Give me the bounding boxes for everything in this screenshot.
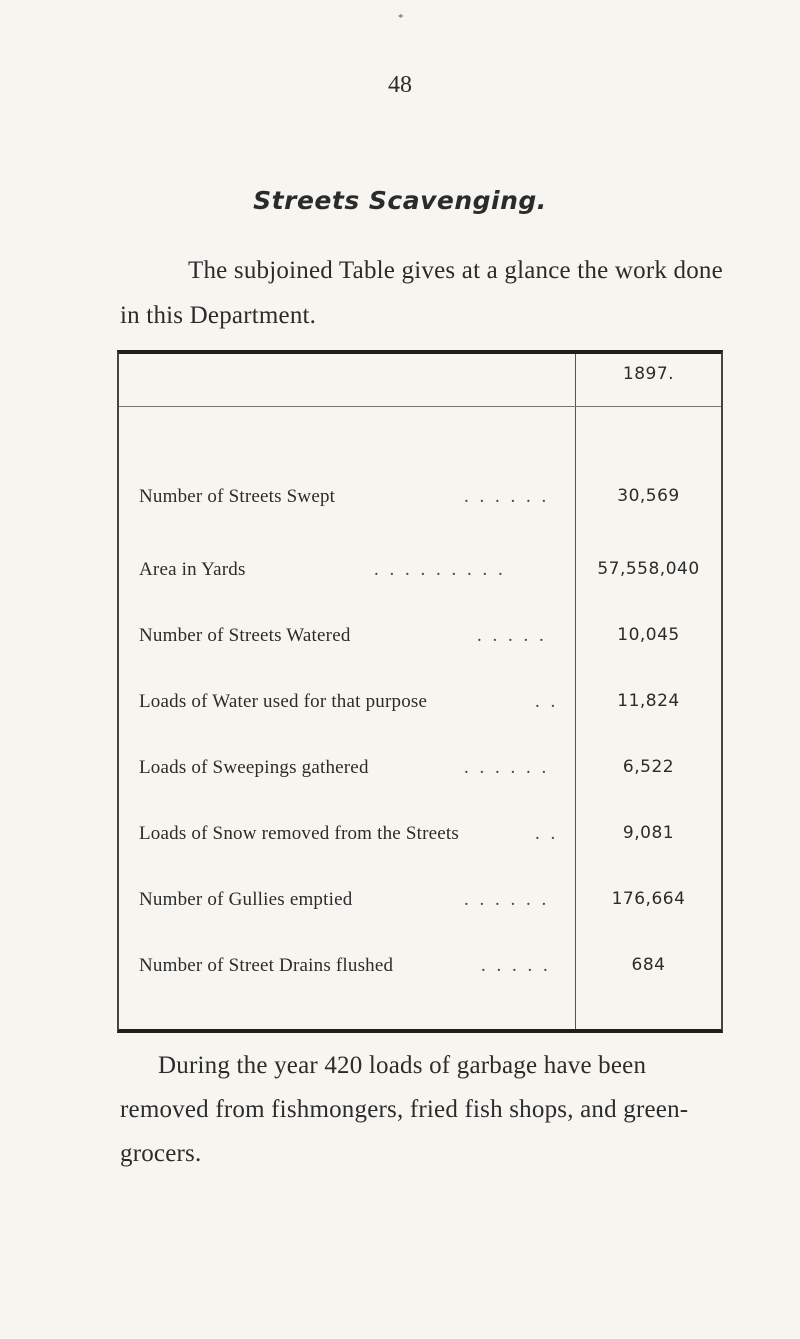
intro-paragraph: The subjoined Table gives at a glance the work done in this Department. <box>120 257 723 329</box>
dot-leaders: . . . . . . . . . <box>374 559 506 580</box>
row-value: 57,558,040 <box>597 559 700 579</box>
row-value: 6,522 <box>622 757 675 777</box>
page-number: 48 <box>388 72 412 98</box>
dot-leaders: . . . . . . <box>464 757 550 778</box>
table-row <box>119 486 721 516</box>
dot-leaders: . . . . . <box>477 625 547 646</box>
row-value: 684 <box>631 955 666 975</box>
section-heading: Streets Scavenging. <box>253 186 547 215</box>
row-value: 11,824 <box>617 691 680 711</box>
header-rule <box>119 406 721 407</box>
statistics-table <box>117 350 723 1033</box>
table-row <box>119 823 721 853</box>
row-value: 30,569 <box>617 486 680 506</box>
row-label: Number of Street Drains flushed <box>139 955 394 976</box>
table-row <box>119 625 721 655</box>
dot-leaders: . . . . . . <box>464 889 550 910</box>
table-row <box>119 559 721 589</box>
row-value: 10,045 <box>617 625 680 645</box>
row-label: Number of Streets Swept <box>139 486 336 507</box>
dot-leaders: . . <box>535 691 559 712</box>
row-label: Loads of Water used for that purpose <box>139 691 428 712</box>
row-value: 176,664 <box>611 889 686 909</box>
table-row <box>119 955 721 985</box>
closing-paragraph: During the year 420 loads of garbage have been removed from fishmongers, fried fish shops, and green-grocers. <box>120 1052 689 1167</box>
table-row <box>119 757 721 787</box>
row-label: Loads of Snow removed from the Streets <box>139 823 459 844</box>
row-label: Loads of Sweepings gathered <box>139 757 369 778</box>
dot-leaders: . . <box>535 823 559 844</box>
row-label: Number of Gullies emptied <box>139 889 353 910</box>
dot-leaders: . . . . . . <box>464 486 550 507</box>
year-column-header: 1897. <box>622 364 675 384</box>
row-value: 9,081 <box>622 823 675 843</box>
table-row <box>119 691 721 721</box>
printer-mark: * <box>398 12 404 24</box>
dot-leaders: . . . . . <box>481 955 551 976</box>
table-row <box>119 889 721 919</box>
row-label: Number of Streets Watered <box>139 625 351 646</box>
row-label: Area in Yards <box>139 559 246 580</box>
